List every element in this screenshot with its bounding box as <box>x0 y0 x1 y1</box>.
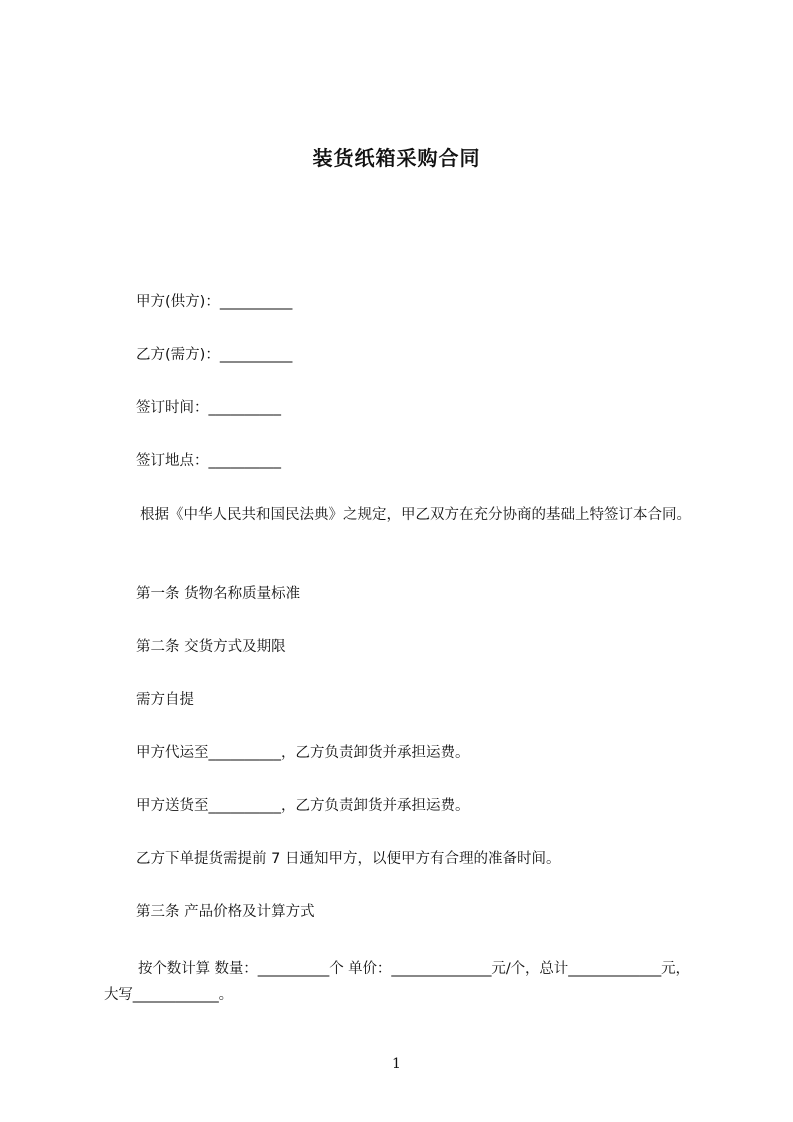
notice-clause: 乙方下单提货需提前 7 日通知甲方，以便甲方有合理的准备时间。 <box>136 851 561 867</box>
page-number: 1 <box>392 1056 401 1072</box>
signing-time-line: 签订时间：__________ <box>136 400 281 416</box>
article-3-heading: 第三条 产品价格及计算方式 <box>136 904 315 920</box>
pricing-paragraph: 按个数计算 数量：__________个 单价：______________元/个，总计_____________元，大写____________。 <box>104 961 690 1003</box>
pickup-clause: 需方自提 <box>136 692 194 708</box>
document-title: 装货纸箱采购合同 <box>312 146 481 170</box>
delivery-agent-clause: 甲方代运至__________，乙方负责卸货并承担运费。 <box>136 745 470 761</box>
preamble-paragraph: 根据《中华人民共和国民法典》之规定，甲乙双方在充分协商的基础上特签订本合同。 <box>140 507 691 523</box>
article-2-heading: 第二条 交货方式及期限 <box>136 639 286 655</box>
delivery-direct-clause: 甲方送货至__________，乙方负责卸货并承担运费。 <box>136 798 470 814</box>
article-1-heading: 第一条 货物名称质量标准 <box>136 586 301 602</box>
signing-place-line: 签订地点：__________ <box>136 453 281 469</box>
party-a-line: 甲方(供方)：__________ <box>136 294 293 310</box>
party-b-line: 乙方(需方)：__________ <box>136 347 293 363</box>
